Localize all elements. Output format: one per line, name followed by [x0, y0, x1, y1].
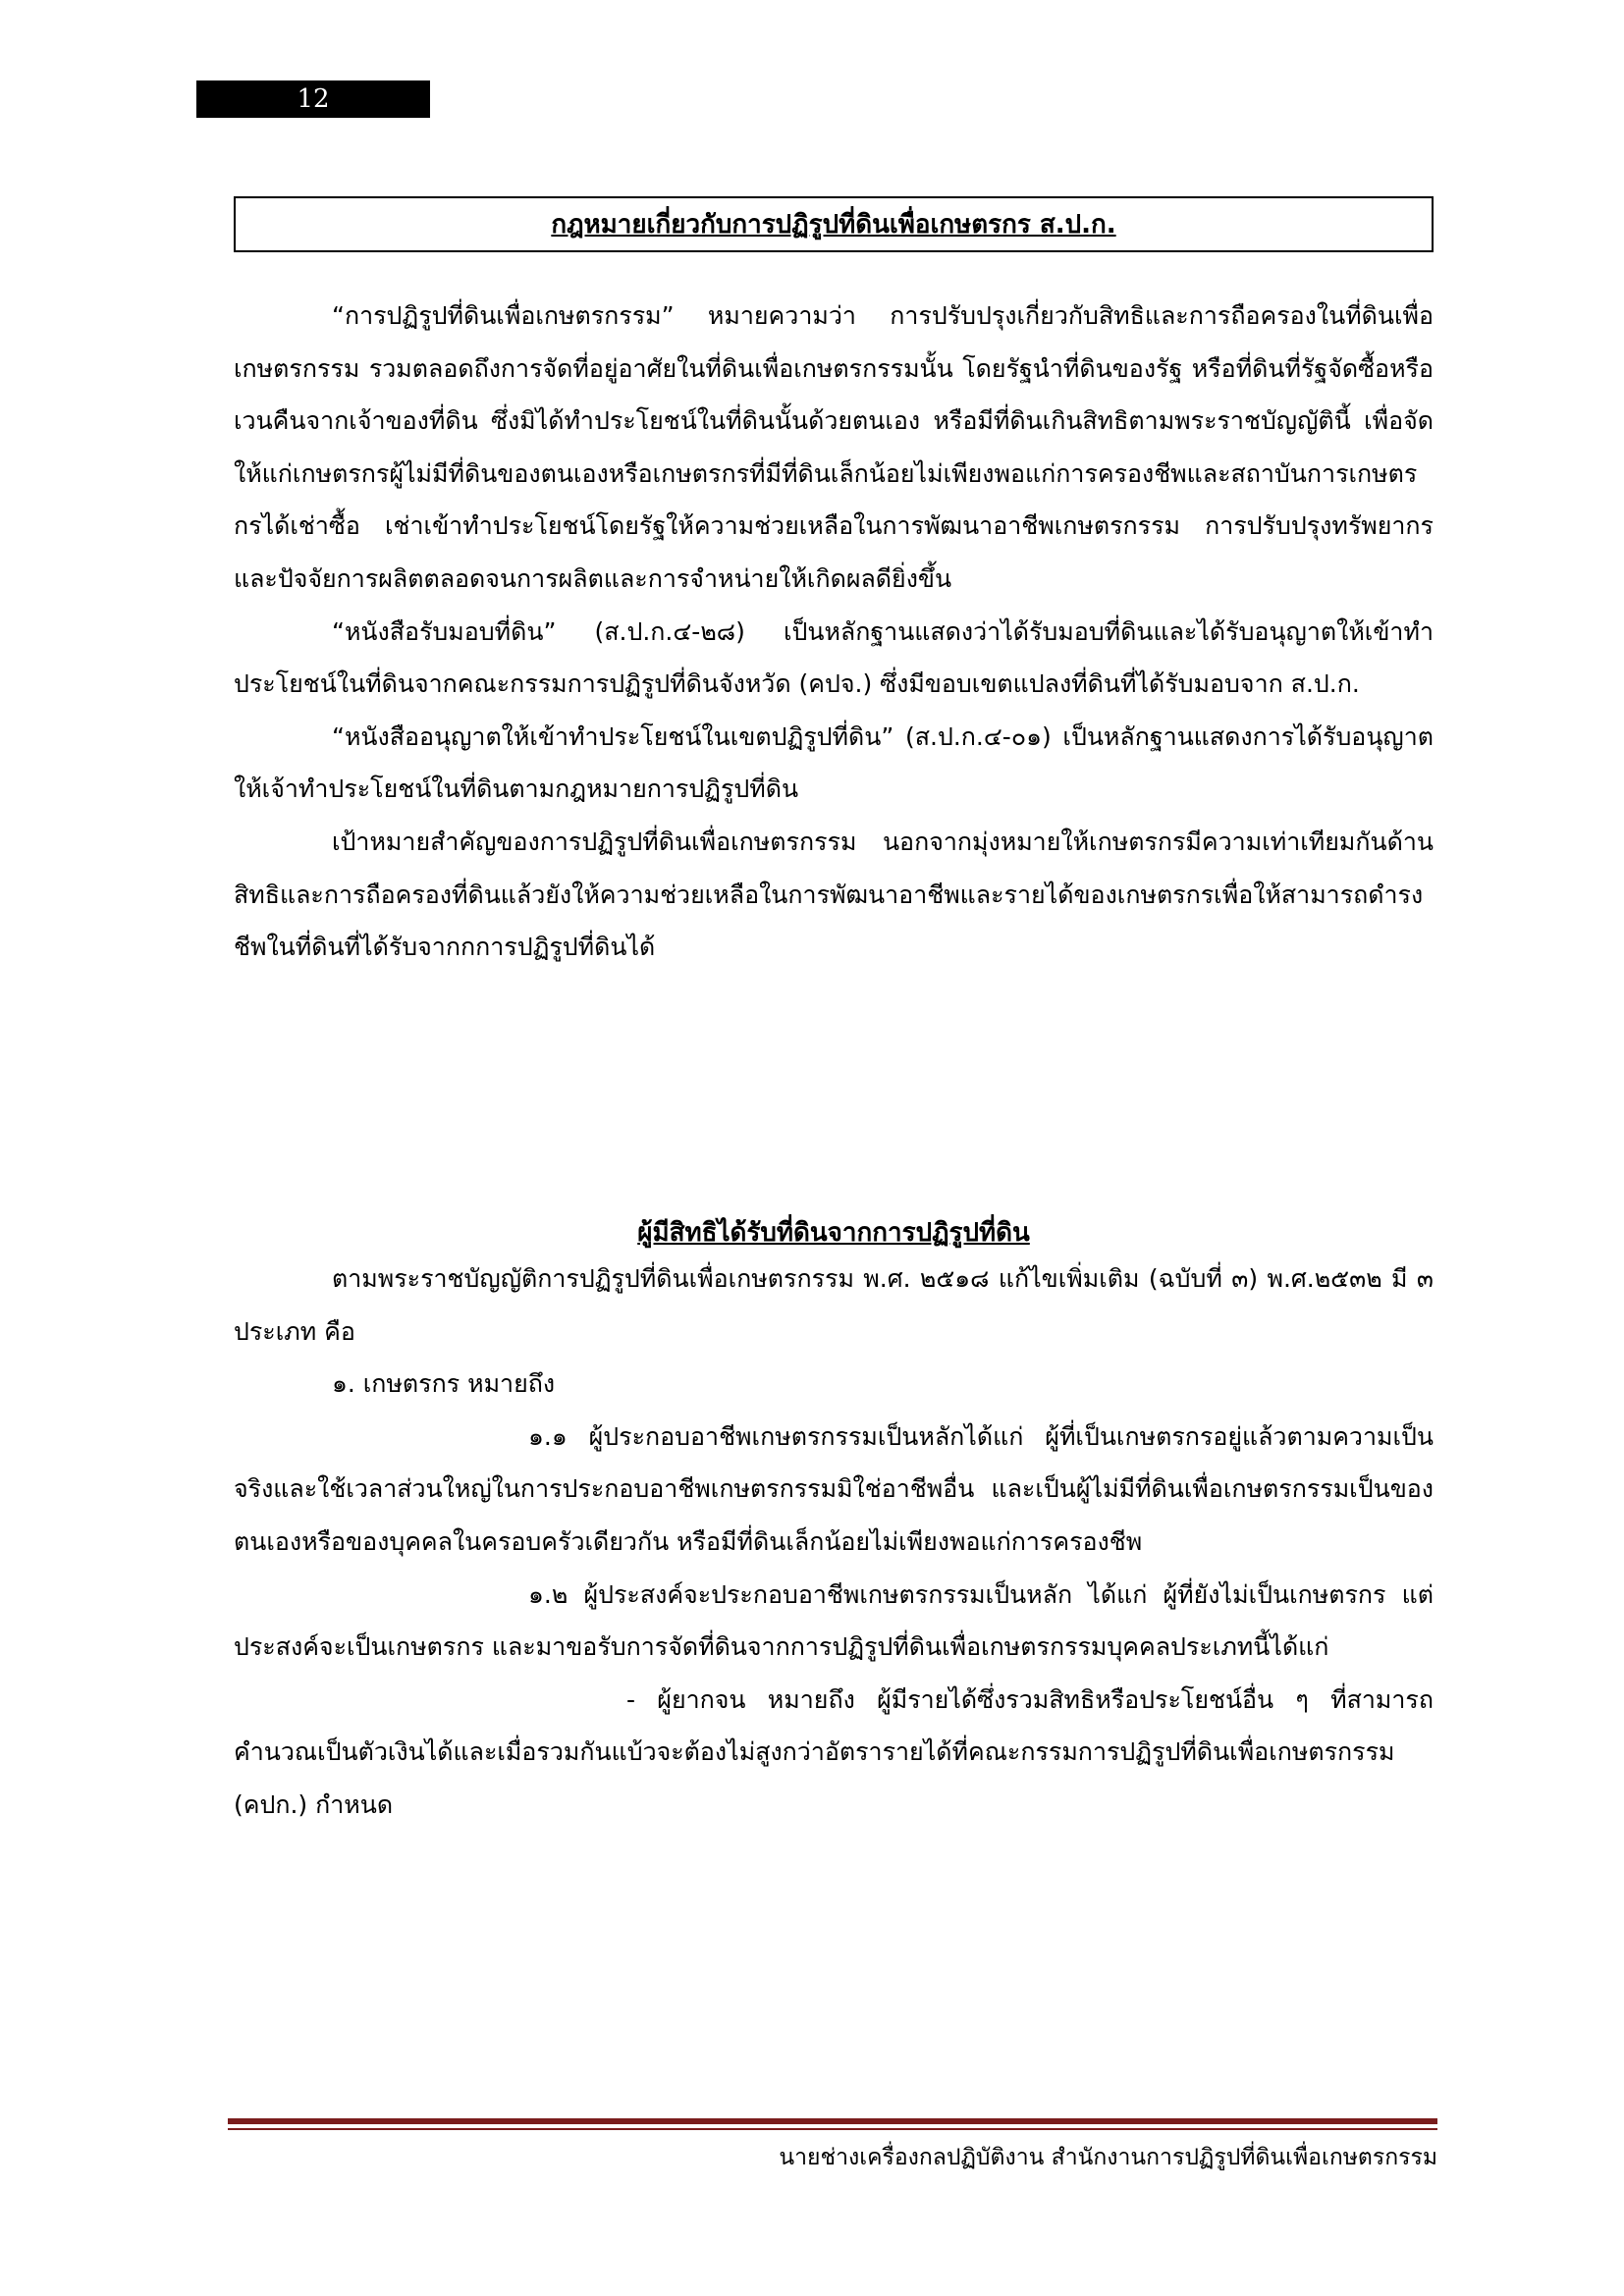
paragraph-land-reform-goal: เป้าหมายสำคัญของการปฏิรูปที่ดินเพื่อเกษตรกรรม นอกจากมุ่งหมายให้เกษตรกรมีความเท่าเทียมกันด้านสิทธิและการถือครองที่ดินแล้วยังให้ความช่วยเหลือในการพัฒนาอาชีพและรายได้ของเกษตรกรเพื่อให้สามารถดำรงชีพในที่ดินที่ได้รับจากกการปฏิรูปที่ดินได้	[234, 827, 1434, 962]
page-title-text: กฎหมายเกี่ยวกับการปฏิรูปที่ดินเพื่อเกษตรกร ส.ป.ก.	[551, 210, 1116, 240]
section-eligibility	[234, 1253, 1434, 1832]
list-item-poor-person: - ผู้ยากจน หมายถึง ผู้มีรายได้ซึ่งรวมสิทธิหรือประโยชน์อื่น ๆ ที่สามารถคำนวณเป็นตัวเงินได้และเมื่อรวมกันแบ้วจะต้องไม่สูงกว่าอัตรารายได้ที่คณะกรรมการปฏิรูปที่ดินเพื่อเกษตรกรรม (คปก.) กำหนด	[234, 1684, 1434, 1819]
paragraph-land-receipt-document: “หนังสือรับมอบที่ดิน” (ส.ป.ก.๔-๒๘) เป็นหลักฐานแสดงว่าได้รับมอบที่ดินและได้รับอนุญาตให้เข้าทำประโยชน์ในที่ดินจากคณะกรรมการปฏิรูปที่ดินจังหวัด (คปจ.) ซึ่งมีขอบเขตแปลงที่ดินที่ได้รับมอบจาก ส.ป.ก.	[234, 616, 1434, 699]
page-title	[234, 196, 1434, 252]
list-item-primary-farmer: ๑.๑ ผู้ประกอบอาชีพเกษตรกรรมเป็นหลักได้แก่ ผู้ที่เป็นเกษตรกรอยู่แล้วตามความเป็นจริงและใช้เวลาส่วนใหญ่ในการประกอบอาชีพเกษตรกรรมมิใช่อาชีพอื่น และเป็นผู้ไม่มีที่ดินเพื่อเกษตรกรรมเป็นของตนเองหรือของบุคคลในครอบครัวเดียวกัน หรือมีที่ดินเล็กน้อยไม่เพียงพอแก่การครองชีพ	[234, 1421, 1434, 1556]
page-number: 12	[196, 80, 430, 118]
section-heading-eligibility: ผู้มีสิทธิได้รับที่ดินจากการปฏิรูปที่ดิน	[637, 1218, 1030, 1248]
paragraph-land-use-permit: “หนังสืออนุญาตให้เข้าทำประโยชน์ในเขตปฏิรูปที่ดิน” (ส.ป.ก.๔-๐๑) เป็นหลักฐานแสดงการได้รับอนุญาตให้เจ้าทำประโยชน์ในที่ดินตามกฎหมายการปฏิรูปที่ดิน	[234, 721, 1434, 804]
section-definitions	[234, 290, 1434, 974]
paragraph-eligibility-intro: ตามพระราชบัญญัติการปฏิรูปที่ดินเพื่อเกษตรกรรม พ.ศ. ๒๕๑๘ แก้ไขเพิ่มเติม (ฉบับที่ ๓) พ.ศ.๒๕๓๒ มี ๓ ประเภท คือ	[234, 1264, 1434, 1346]
paragraph-land-reform-definition: “การปฏิรูปที่ดินเพื่อเกษตรกรรม” หมายความว่า การปรับปรุงเกี่ยวกับสิทธิและการถือครองในที่ดินเพื่อเกษตรกรรม รวมตลอดถึงการจัดที่อยู่อาศัยในที่ดินเพื่อเกษตรกรรมนั้น โดยรัฐนำที่ดินของรัฐ หรือที่ดินที่รัฐจัดซื้อหรือเวนคืนจากเจ้าของที่ดิน ซึ่งมิได้ทำประโยชน์ในที่ดินนั้นด้วยตนเอง หรือมีที่ดินเกินสิทธิตามพระราชบัญญัตินี้ เพื่อจัดให้แก่เกษตรกรผู้ไม่มีที่ดินของตนเองหรือเกษตรกรที่มีที่ดินเล็กน้อยไม่เพียงพอแก่การครองชีพและสถาบันการเกษตรกรได้เช่าซื้อ เช่าเข้าทำประโยชน์โดยรัฐให้ความช่วยเหลือในการพัฒนาอาชีพเกษตรกรรม การปรับปรุงทรัพยากรและปัจจัยการผลิตตลอดจนการผลิตและการจำหน่ายให้เกิดผลดียิ่งขึ้น	[234, 301, 1434, 593]
list-item-prospective-farmer: ๑.๒ ผู้ประสงค์จะประกอบอาชีพเกษตรกรรมเป็นหลัก ได้แก่ ผู้ที่ยังไม่เป็นเกษตรกร แต่ประสงค์จะเป็นเกษตรกร และมาขอรับการจัดที่ดินจากการปฏิรูปที่ดินเพื่อเกษตรกรรมบุคคลประเภทนี้ได้แก่	[234, 1579, 1434, 1662]
footer-divider	[228, 2118, 1437, 2124]
list-item-farmer: ๑. เกษตรกร หมายถึง	[332, 1369, 556, 1399]
footer-divider-thin	[228, 2128, 1437, 2130]
footer-author: นายช่างเครื่องกลปฏิบัติงาน สำนักงานการปฏิรูปที่ดินเพื่อเกษตรกรรม	[779, 2145, 1437, 2170]
